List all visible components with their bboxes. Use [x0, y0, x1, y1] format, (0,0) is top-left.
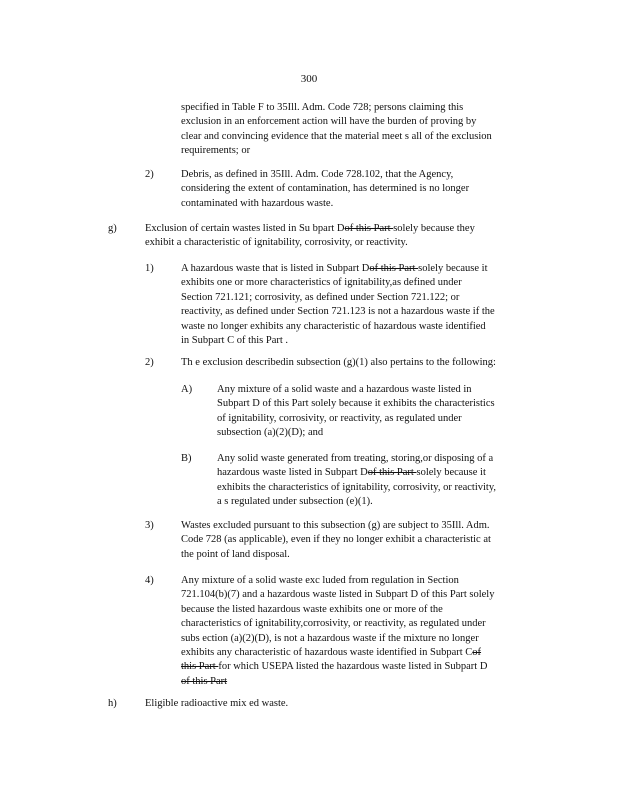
item-label: 1) — [145, 263, 154, 274]
item-label: 4) — [145, 575, 154, 586]
text-run: solely because it — [418, 263, 488, 274]
struck-text: of this Part — [181, 675, 228, 687]
text-run: for which USEPA listed the hazardous waste listed in Subpart D — [218, 661, 488, 673]
text-line: Any mixture of a solid waste and a hazardous waste listed in — [217, 384, 472, 395]
section-label: h) — [108, 698, 117, 709]
text-line: contaminated with hazardous waste. — [181, 197, 334, 209]
text-line: Th e exclusion describedin subsection (g)(1) also pertains to the following: — [181, 357, 496, 368]
struck-text: this Part — [181, 661, 219, 673]
text-line: in Subpart C of this Part . — [181, 335, 289, 347]
item-label: 3) — [145, 520, 154, 531]
text-line: waste no longer exhibits any characteristic of hazardous waste identified — [181, 320, 486, 332]
text-line — [181, 660, 541, 674]
text-line: clear and convincing evidence that the material meet s all of the exclusion — [181, 130, 492, 142]
section-h-heading — [145, 697, 445, 711]
text-line — [181, 262, 541, 276]
text-run: solely because it — [416, 467, 486, 479]
text-line: Code 728 (as applicable), even if they no longer exhibit a characteristic at — [181, 534, 491, 546]
item-label: A) — [181, 384, 193, 395]
text-line: the point of land disposal. — [181, 548, 290, 560]
text-line: considering the extent of contamination, has determined is no longer — [181, 183, 470, 195]
text-line: characteristics of ignitability,corrosivity, or reactivity, as regulated under — [181, 618, 486, 630]
text-run: solely because they — [393, 223, 475, 234]
struck-text: of this Part — [367, 467, 417, 479]
section-label: g) — [108, 223, 117, 234]
struck-text: of this Part — [344, 223, 394, 234]
text-run: exhibits any characteristic of hazardous waste identified in Subpart C — [181, 647, 473, 659]
g2B-paragraph — [217, 452, 537, 510]
debris-paragraph — [181, 168, 533, 211]
item-label: 2) — [145, 357, 154, 368]
g2-paragraph — [181, 356, 541, 370]
text-line: subs ection (a)(2)(D), is not a hazardous waste if the mixture no longer — [181, 632, 479, 644]
text-line: Subpart D of this Part solely because it exhibits the characteristics — [217, 398, 495, 410]
text-line: specified in Table F to 35Ill. Adm. Code 728; persons claiming this — [181, 102, 464, 113]
text-line: because the listed hazardous waste exhibits one or more of the — [181, 603, 443, 615]
g4-paragraph — [181, 574, 541, 689]
text-line — [181, 646, 541, 660]
text-line: Section 721.121; corrosivity, as defined under Section 721.122; or — [181, 291, 460, 303]
text-line: a s regulated under subsection (e)(1). — [217, 496, 373, 508]
text-line: 721.104(b)(7) and a hazardous waste listed in Subpart D of this Part solely — [181, 589, 495, 601]
section-g-heading — [145, 222, 525, 251]
text-line: requirements; or — [181, 145, 251, 157]
text-line: exhibit a characteristic of ignitability, corrosivity, or reactivity. — [145, 237, 408, 249]
text-run: Exclusion of certain wastes listed in Su bpart D — [145, 223, 345, 234]
text-line: Wastes excluded pursuant to this subsection (g) are subject to 35Ill. Adm. — [181, 520, 490, 531]
struck-text: of this Part — [369, 263, 419, 274]
page-number: 300 — [300, 73, 318, 85]
text-line: exhibits one or more characteristics of ignitability,as defined under — [181, 277, 462, 289]
text-line — [217, 466, 537, 480]
text-line: Any solid waste generated from treating, storing,or disposing of a — [217, 453, 494, 464]
struck-text: of — [472, 647, 482, 659]
item-label: 2) — [145, 169, 154, 180]
text-line: Any mixture of a solid waste exc luded from regulation in Section — [181, 575, 459, 586]
g3-paragraph — [181, 519, 541, 562]
text-line: Eligible radioactive mix ed waste. — [145, 698, 289, 709]
text-line: exclusion in an enforcement action will have the burden of proving by — [181, 116, 477, 128]
g2A-paragraph — [217, 383, 537, 441]
intro-continuation-paragraph — [181, 101, 533, 159]
text-line: reactivity, as defined under Section 721.123 is not a hazardous waste if the — [181, 306, 495, 318]
text-line: subsection (a)(2)(D); and — [217, 427, 324, 439]
text-run: hazardous waste listed in Subpart D — [217, 467, 368, 479]
text-run: A hazardous waste that is listed in Subpart D — [181, 263, 370, 274]
g1-paragraph — [181, 262, 541, 348]
text-line: Debris, as defined in 35Ill. Adm. Code 728.102, that the Agency, — [181, 169, 454, 180]
text-line — [181, 675, 541, 689]
item-label: B) — [181, 453, 192, 464]
text-line — [145, 222, 525, 236]
text-line: of ignitability, corrosivity, or reactivity, as regulated under — [217, 412, 462, 424]
text-line: exhibits the characteristics of ignitability, corrosivity, or reactivity, — [217, 481, 497, 493]
